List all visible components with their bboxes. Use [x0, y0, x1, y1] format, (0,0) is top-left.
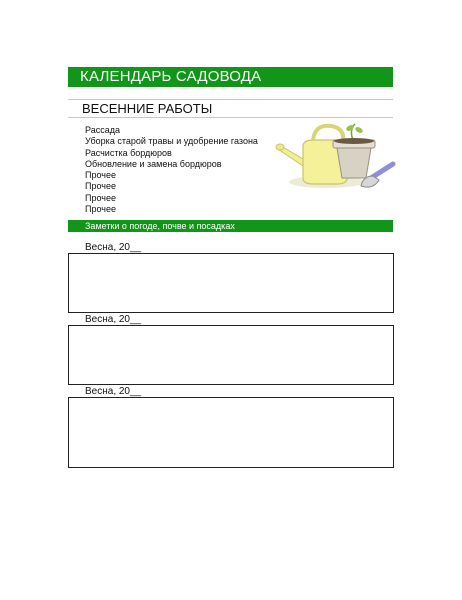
- section-top-rule: [68, 99, 393, 100]
- task-item: Уборка старой травы и удобрение газона: [85, 136, 258, 147]
- trowel-handle: [371, 164, 393, 178]
- flower-pot-body: [337, 148, 371, 178]
- task-item: Прочее: [85, 204, 116, 215]
- task-item: Прочее: [85, 192, 116, 203]
- task-item: Прочее: [85, 181, 116, 192]
- section-heading: ВЕСЕННИЕ РАБОТЫ: [82, 101, 213, 116]
- task-item: Прочее: [85, 170, 116, 181]
- note-label: Весна, 20__: [85, 314, 142, 325]
- task-list: [85, 125, 258, 215]
- task-item: Рассада: [85, 125, 120, 135]
- note-box[interactable]: [68, 325, 394, 385]
- note-box[interactable]: [68, 397, 394, 468]
- task-item: Расчистка бордюров: [85, 147, 172, 158]
- task-item: Обновление и замена бордюров: [85, 158, 222, 169]
- watering-can-and-flower-pot-icon: [275, 120, 405, 192]
- notes-heading: Заметки о погоде, почве и посадках: [68, 220, 393, 232]
- page-title: КАЛЕНДАРЬ САДОВОДА: [68, 67, 393, 87]
- section-bottom-rule: [68, 117, 393, 118]
- note-label: Весна, 20__: [85, 242, 142, 253]
- note-label: Весна, 20__: [85, 386, 142, 397]
- note-box[interactable]: [68, 253, 394, 313]
